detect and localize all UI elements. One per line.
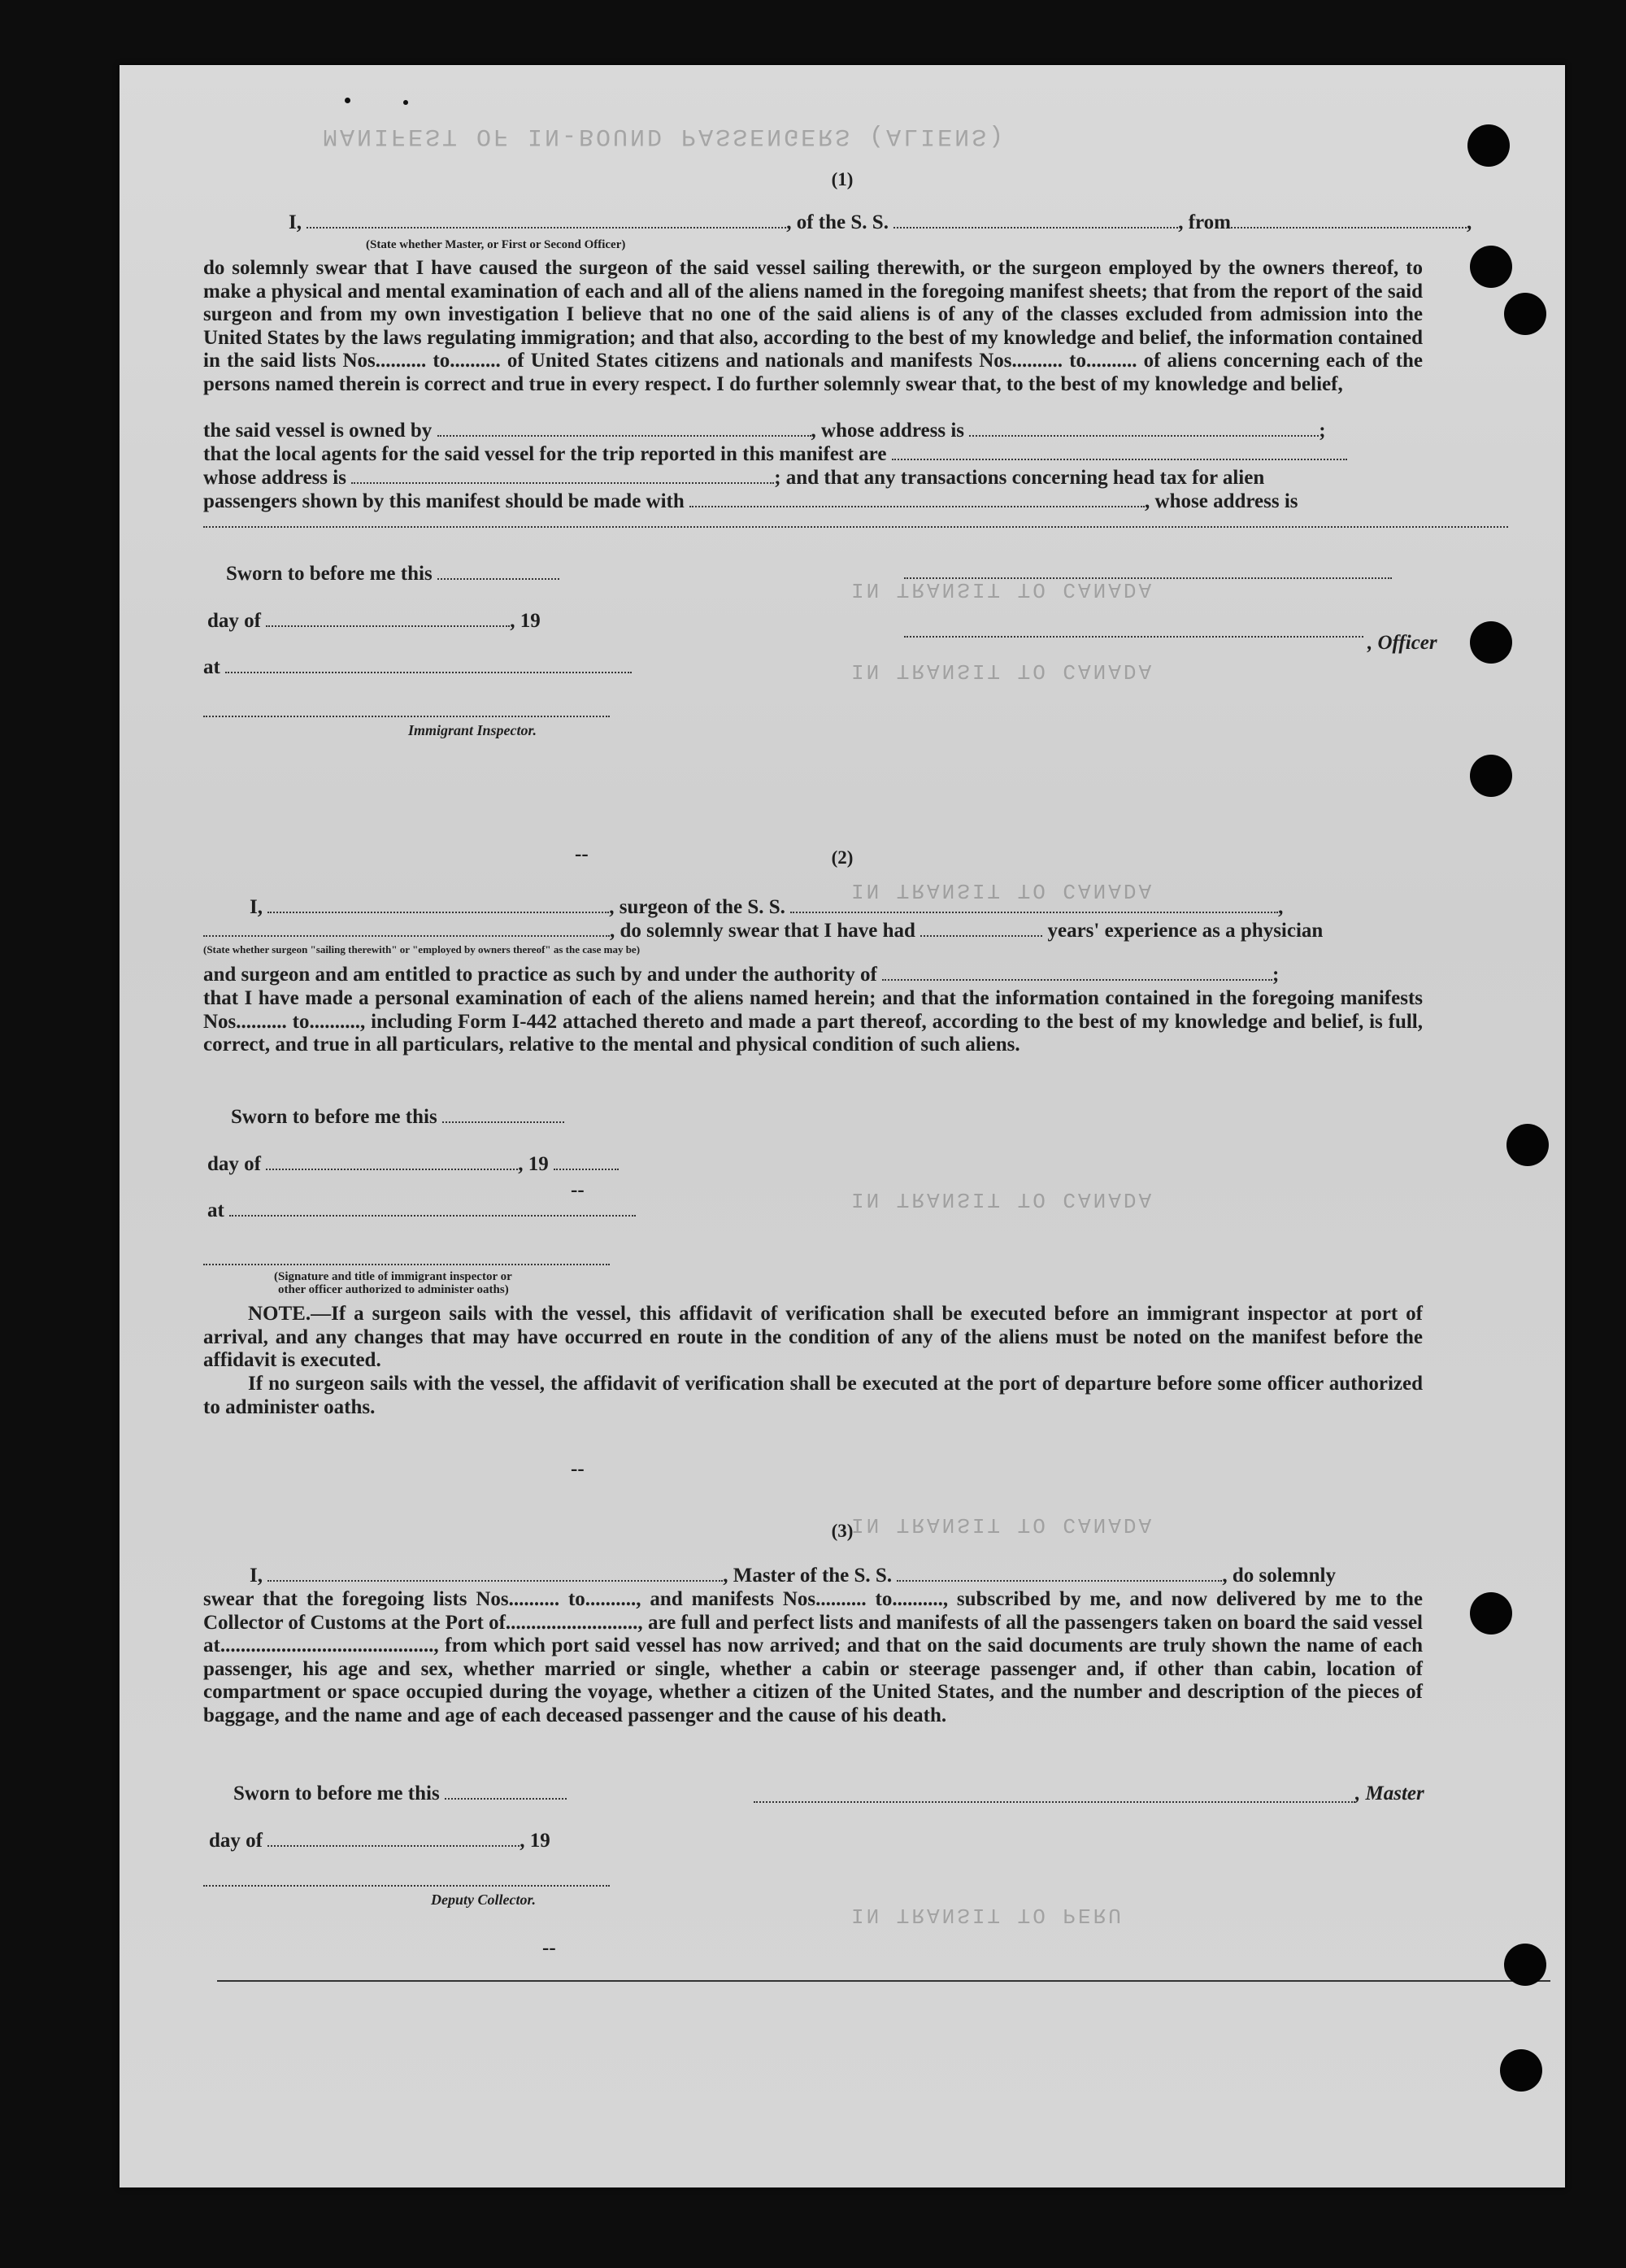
sworn-line-3: Sworn to before me this [233,1783,567,1805]
day-line-2: day of , 19 [207,1153,619,1176]
section2-paragraph: that I have made a personal examination of each of the aliens named herein; and that the information contained in the foregoing manifests Nos.......... to.........., including Form I-442 attached thereto and made a part thereof, according to the best of my knowledge and belief, is full, correct, and true in all particulars, relative to the mental and physical condition of such aliens. [203,987,1423,1056]
i-label: I, [289,211,302,233]
sworn-line-2: Sworn to before me this [231,1106,564,1129]
officer-rule [904,577,1392,579]
bleed-through-text: IN TRANSIT TO CANADA [851,878,1154,903]
address-rule [203,526,1508,528]
officer-label: , Officer [1367,632,1437,654]
ink-speck [345,98,350,103]
binder-hole [1470,246,1512,288]
binder-hole [1470,621,1512,664]
authority-line: and surgeon and am entitled to practice as such by and under the authority of ; [203,964,1280,986]
bottom-rule [217,1980,1550,1982]
surgeon-state-note: (State whether surgeon "sailing therewith" or "employed by owners thereof" as the case may be) [203,943,641,956]
margin-dash: -- [571,1179,585,1201]
sig-note-1: (Signature and title of immigrant inspector or [274,1270,512,1283]
binder-hole [1470,1592,1512,1635]
ink-speck [403,100,408,105]
bleed-through-text: MANIFEST OF IN-BOUND PASSENGERS (ALIENS) [323,122,1006,150]
deputy-label: Deputy Collector. [431,1891,536,1908]
signature-rule [203,1264,610,1265]
address-line: whose address is ; and that any transactions concerning head tax for alien [203,467,1265,489]
section-number-3: (3) [831,1521,854,1541]
bleed-through-text: IN TRANSIT TO CANADA [851,1513,1154,1537]
surgeon-line: I, , surgeon of the S. S. , [250,896,1284,918]
of-ss-label: , of the S. S. [786,211,889,233]
passengers-line: passengers shown by this manifest should be made with , whose address is [203,490,1298,512]
at-line-1: at [203,656,632,679]
binder-hole [1470,755,1512,797]
day-line-1: day of , 19 [207,610,541,632]
section3-paragraph: swear that the foregoing lists Nos.......... to.........., and manifests Nos.......... to.........., subscribed by me, and now delivered by me to the Collector of Customs at the Port of.........................., are full and perfect lists and manifests of all the passengers taken on board the said vessel at.........................................., from which port said vessel has now arrived; and that on the said documents are truly shown the name of each passenger, his age and sex, whether married or single, whether a cabin or steerage passenger and, if other than cabin, location of compartment or space occupied during the voyage, whether a citizen of the United States, and the number and description of the pieces of baggage, and the name and age of each deceased passenger and the cause of his death. [203,1588,1423,1726]
note-paragraph-1: NOTE.—If a surgeon sails with the vessel, this affidavit of verification shall be executed before an immigrant inspector at port of arrival, and any changes that may have occurred en route in the condition of any of the aliens must be noted on the manifest before the affidavit is executed. [203,1303,1423,1372]
sig-note-2: other officer authorized to administer oaths) [278,1283,509,1296]
binder-hole [1500,2049,1542,2092]
officer-rule-2 [904,636,1363,638]
sworn-line-1: Sworn to before me this [226,563,559,586]
binder-hole [1467,124,1510,167]
section-number-1: (1) [831,169,854,189]
bleed-through-text: IN TRANSIT TO CANADA [851,1187,1154,1212]
at-line-2: at [207,1199,636,1222]
from-label: , from [1178,211,1231,233]
margin-dash: -- [542,1937,556,1959]
bleed-through-text: IN TRANSIT TO CANADA [851,577,1154,602]
master-rule [754,1801,1355,1803]
bleed-through-text: IN TRANSIT TO PERU [851,1903,1124,1927]
margin-dash: -- [571,1458,585,1480]
owned-by-line: the said vessel is owned by , whose address is ; [203,420,1326,442]
agents-line: that the local agents for the said vessel for the trip reported in this manifest are [203,443,1347,466]
binder-hole [1506,1124,1549,1166]
inspector-label: Immigrant Inspector. [408,722,537,738]
binder-hole [1504,1944,1546,1986]
inspector-rule [203,716,610,717]
master-line-3: I, , Master of the S. S. , do solemnly [250,1565,1336,1587]
section-number-2: (2) [831,847,854,868]
section1-paragraph: do solemnly swear that I have caused the surgeon of the said vessel sailing therewith, or the surgeon employed by the owners thereof, to make a physical and mental examination of each and all of the aliens named in the foregoing manifest sheets; that from the report of the said surgeon and from my own investigation I believe that no one of the said aliens is of any of the classes excluded from admission into the United States by the laws regulating immigration; and that also, according to the best of my knowledge and belief, the information contained in the said lists Nos.......... to.......... of United States citizens and nationals and manifests Nos.......... to.......... of aliens concerning each of the persons named therein is correct and true in every respect. I do further solemnly swear that, to the best of my knowledge and belief, [203,257,1423,395]
surgeon-line-2: , do solemnly swear that I have had years' experience as a physician [203,920,1323,942]
margin-dash: -- [575,843,589,865]
day-line-3: day of , 19 [209,1830,550,1852]
master-line: I, , of the S. S. , from , [289,211,1472,233]
binder-hole [1504,293,1546,335]
master-label: , Master [1355,1783,1424,1804]
manifest-back-page [120,65,1565,2187]
note-paragraph-2: If no surgeon sails with the vessel, the affidavit of verification shall be executed at the port of departure before some officer authorized to administer oaths. [203,1373,1423,1418]
deputy-rule [203,1885,610,1887]
bleed-through-text: IN TRANSIT TO CANADA [851,659,1154,683]
state-note: (State whether Master, or First or Second Officer) [366,238,626,251]
